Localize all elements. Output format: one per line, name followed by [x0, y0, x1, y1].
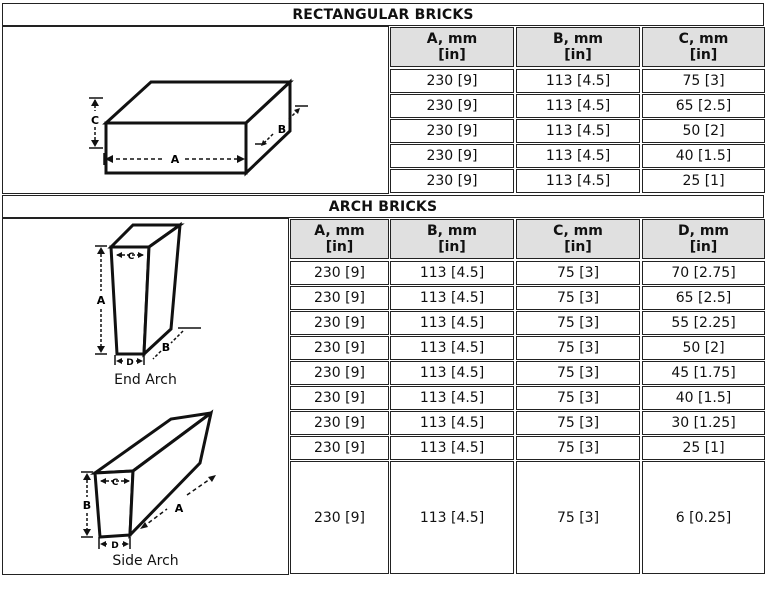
rect-cell: 113 [4.5]	[516, 144, 640, 168]
arch-cell: 113 [4.5]	[390, 336, 514, 360]
arch-cell: 113 [4.5]	[390, 436, 514, 460]
arch-cell: 75 [3]	[516, 286, 640, 310]
rect-header-b	[516, 27, 640, 67]
arch-header-c-in: [in]	[564, 239, 592, 255]
arch-header-d	[642, 219, 765, 259]
side-arch-label-d: D	[111, 541, 119, 551]
arch-cell: 55 [2.25]	[642, 311, 765, 335]
arch-header-a	[290, 219, 389, 259]
arch-cell: 75 [3]	[516, 361, 640, 385]
arch-cell: 75 [3]	[516, 386, 640, 410]
arch-brick-diagrams	[3, 219, 288, 574]
arch-cell: 113 [4.5]	[390, 461, 514, 574]
rectangular-brick-diagram	[3, 27, 388, 193]
arch-cell: 230 [9]	[290, 361, 389, 385]
arch-cell: 30 [1.25]	[642, 411, 765, 435]
arch-cell: 113 [4.5]	[390, 286, 514, 310]
end-arch-label-d: D	[126, 358, 134, 368]
arch-cell: 75 [3]	[516, 336, 640, 360]
rect-header-a	[390, 27, 514, 67]
arch-cell: 113 [4.5]	[390, 386, 514, 410]
rect-cell: 230 [9]	[390, 119, 514, 143]
rect-cell: 113 [4.5]	[516, 94, 640, 118]
side-arch-label-c: C	[111, 478, 119, 488]
rect-label-a: A	[170, 153, 180, 166]
side-arch-label-b: B	[82, 499, 92, 512]
side-arch-caption: Side Arch	[112, 553, 179, 569]
end-arch-label-b: B	[161, 341, 171, 354]
arch-cell: 230 [9]	[290, 411, 389, 435]
arch-brick-diagram-panel	[2, 218, 289, 575]
rect-cell: 40 [1.5]	[642, 144, 765, 168]
rect-header-b-unit: B, mm	[552, 31, 604, 47]
rect-cell: 113 [4.5]	[516, 69, 640, 93]
arch-cell: 113 [4.5]	[390, 261, 514, 285]
rect-cell: 75 [3]	[642, 69, 765, 93]
rect-header-c	[642, 27, 765, 67]
arch-bricks-title: ARCH BRICKS	[2, 195, 764, 218]
arch-cell: 113 [4.5]	[390, 361, 514, 385]
end-arch-caption: End Arch	[114, 372, 177, 388]
arch-header-c-unit: C, mm	[553, 223, 603, 239]
arch-cell: 230 [9]	[290, 336, 389, 360]
arch-cell: 230 [9]	[290, 311, 389, 335]
rect-header-a-unit: A, mm	[426, 31, 478, 47]
arch-header-d-in: [in]	[689, 239, 718, 255]
end-arch-label-c: C	[127, 252, 135, 262]
rect-header-a-in: [in]	[438, 47, 466, 63]
rect-header-b-in: [in]	[564, 47, 592, 63]
arch-cell: 40 [1.5]	[642, 386, 765, 410]
rect-cell: 230 [9]	[390, 94, 514, 118]
arch-cell: 75 [3]	[516, 261, 640, 285]
arch-cell: 75 [3]	[516, 411, 640, 435]
end-arch-label-a: A	[96, 294, 106, 307]
rect-cell: 65 [2.5]	[642, 94, 765, 118]
arch-cell: 70 [2.75]	[642, 261, 765, 285]
arch-cell: 45 [1.75]	[642, 361, 765, 385]
rect-header-c-unit: C, mm	[678, 31, 729, 47]
arch-cell: 25 [1]	[642, 436, 765, 460]
arch-header-b	[390, 219, 514, 259]
arch-cell: 50 [2]	[642, 336, 765, 360]
arch-cell: 230 [9]	[290, 386, 389, 410]
rect-cell: 50 [2]	[642, 119, 765, 143]
arch-cell: 6 [0.25]	[642, 461, 765, 574]
rect-label-b: B	[277, 123, 287, 136]
rect-header-c-in: [in]	[689, 47, 718, 63]
arch-cell: 113 [4.5]	[390, 411, 514, 435]
arch-cell: 230 [9]	[290, 286, 389, 310]
arch-header-c	[516, 219, 640, 259]
rect-cell: 25 [1]	[642, 169, 765, 193]
arch-cell: 65 [2.5]	[642, 286, 765, 310]
rectangular-bricks-title: RECTANGULAR BRICKS	[2, 3, 764, 26]
rect-cell: 113 [4.5]	[516, 119, 640, 143]
arch-cell: 75 [3]	[516, 311, 640, 335]
arch-cell: 230 [9]	[290, 461, 389, 574]
arch-header-d-unit: D, mm	[678, 223, 729, 239]
arch-header-a-in: [in]	[325, 239, 354, 255]
rect-cell: 230 [9]	[390, 144, 514, 168]
arch-header-b-in: [in]	[438, 239, 466, 255]
arch-cell: 230 [9]	[290, 436, 389, 460]
rect-cell: 113 [4.5]	[516, 169, 640, 193]
rect-cell: 230 [9]	[390, 69, 514, 93]
arch-header-a-unit: A, mm	[314, 223, 365, 239]
side-arch-label-a: A	[174, 502, 184, 515]
rectangular-brick-diagram-panel	[2, 26, 389, 194]
arch-header-b-unit: B, mm	[426, 223, 478, 239]
arch-cell: 75 [3]	[516, 436, 640, 460]
arch-cell: 230 [9]	[290, 261, 389, 285]
arch-cell: 113 [4.5]	[390, 311, 514, 335]
rect-cell: 230 [9]	[390, 169, 514, 193]
arch-cell: 75 [3]	[516, 461, 640, 574]
rect-label-c: C	[90, 114, 100, 127]
